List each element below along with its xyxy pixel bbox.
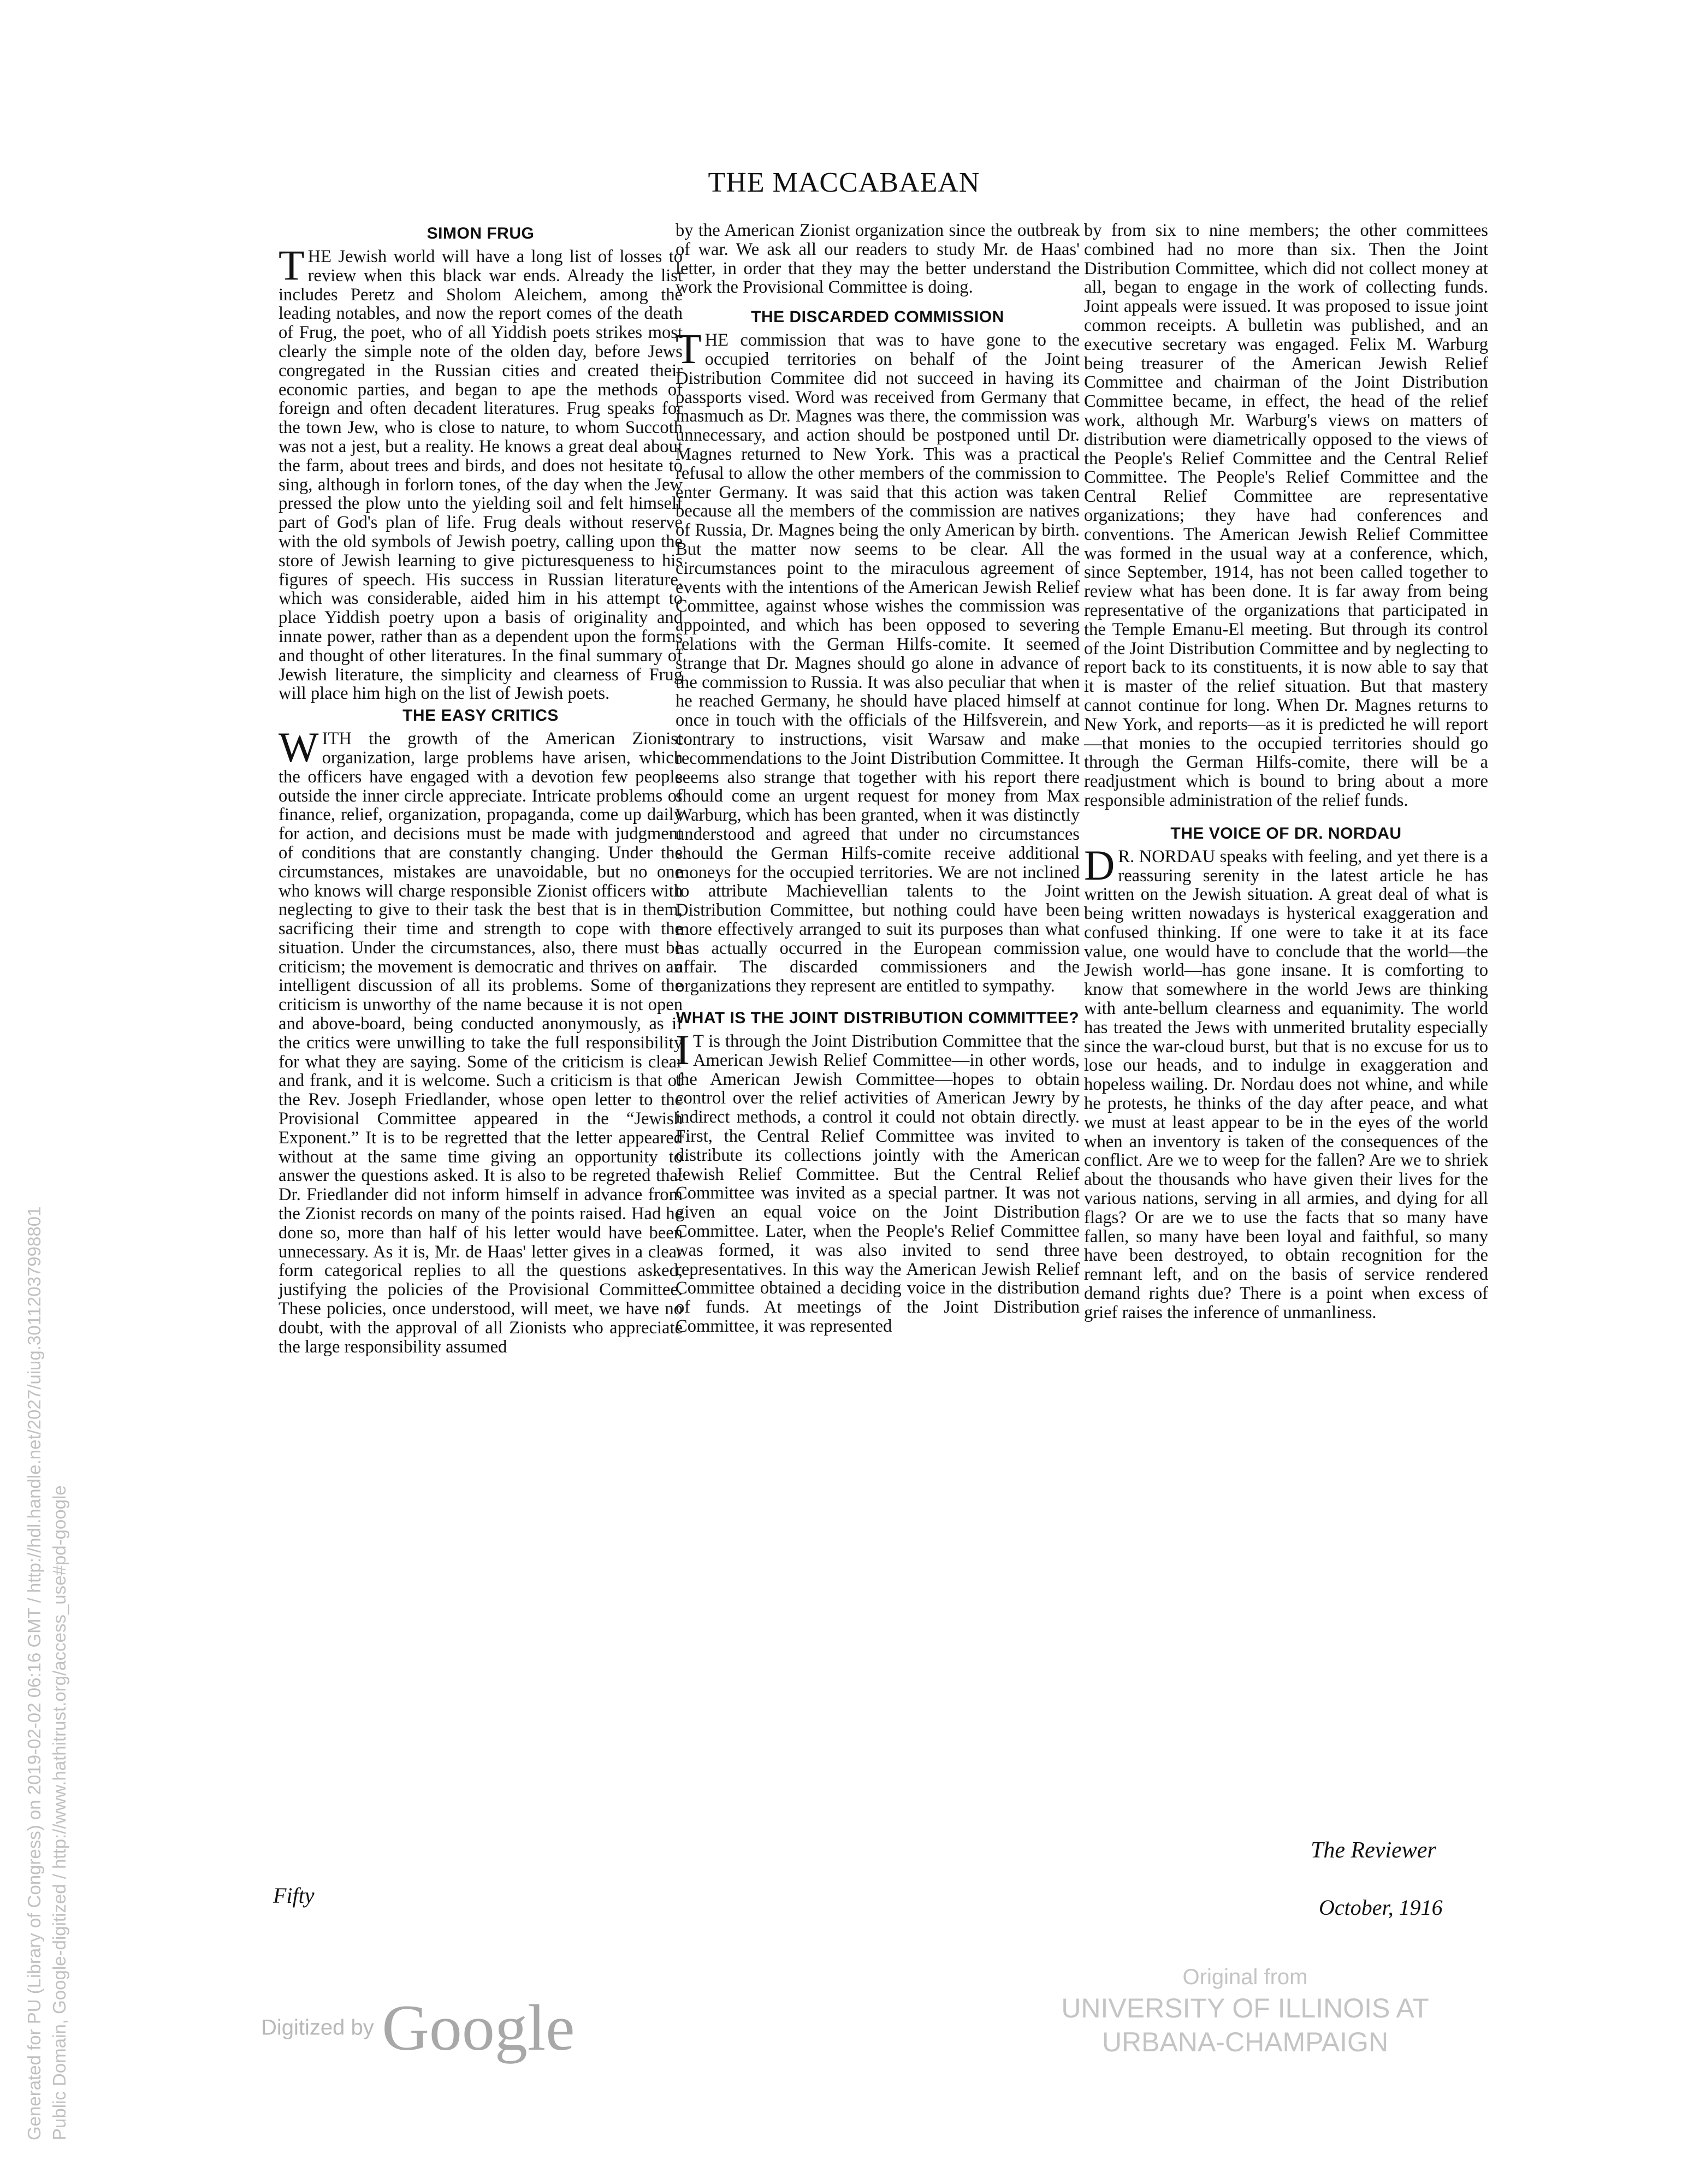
section-heading: THE VOICE OF DR. NORDAU [1170,824,1402,842]
paragraph-text: HE commission that was to have gone to the occupied territories on behalf of the Joint Distribution Commitee did not succeed in having its passports vised. Word was received from Germany that inasmuch as Dr. Magnes was there, the commission was unnecessary, and action should be postponed until Dr. Magnes returned to New York. This was a practical refusal to allow the other members of the commission to enter Germany. It was said that this action was taken because all the members of the commission are natives of Russia, Dr. Magnes being the only American by birth. But the matter now seems to be clear. All the circumstances point to the miraculous agreement of events with the intentions of the American Jewish Relief Committee, against whose wishes the commission was appointed, and which has been opposed to severing relations with the German Hilfs-comite. It seemed strange that Dr. Magnes should go alone in advance of the commission to Russia. It was also peculiar that when he reached Germany, he should have placed himself at once in touch with the officials of the Hilfsverein, and contrary to instructions, visit Warsaw and make recommendations to the Joint Distribution Committee. It seems also strange that together with his report there should come an urgent request for money from Max Warburg, which has been granted, when it was distinctly understood and agreed that under no circumstances should the German Hilfs-comite receive additional moneys for the occupied territories. We are not inclined to attribute Machievellian talents to the Joint Distribution Committee, but nothing could have been more effectively arranged to suit its purposes than what has actually occurred in the European commission affair. The discarded commissioners and the organizations they represent are entitled to sympathy. [676,330,1080,996]
author-signature: The Reviewer [1311,1838,1436,1863]
drop-cap: W [279,723,319,771]
column-2 [676,221,1080,1336]
paragraph-text: T is through the Joint Distribution Committee that the American Jewish Relief Committee—in other words, the American Jewish Committee—hopes to obtain control over the relief activities of American Jewry by indirect methods, a control it could not obtain directly. First, the Central Relief Committee was invited to distribute its collections jointly with the American Jewish Relief Committee. But the Central Relief Committee was invited as a special partner. It was not given an equal voice on the Joint Distribution Committee. Later, when the People's Relief Committee was formed, it was also invited to send three representatives. In this way the American Jewish Relief Committee obtained a deciding voice in the distribution of funds. At meetings of the Joint Distribution Committee, it was represented [676,1031,1080,1337]
column-1 [279,221,683,1356]
drop-cap: T [279,241,305,289]
drop-cap: T [676,325,702,373]
column-3 [1084,221,1488,1322]
drop-cap: I [676,1026,690,1074]
article-paragraph: by the American Zionist organization since the outbreak of war. We ask all our readers to study Mr. de Haas' letter, in order that they may the better understand the work the Provisional Committee is doing. [676,221,1080,298]
google-logo: Google [382,1991,575,2064]
running-head: THE MACCABAEAN [708,167,980,198]
institution-line-2: URBANA-CHAMPAIGN [1101,2027,1389,2057]
side-watermark [22,1207,72,2140]
digitized-by-watermark [261,1990,574,2066]
section-heading: SIMON FRUG [427,224,535,242]
original-from-watermark [1049,1963,1442,2059]
paragraph-text: R. NORDAU speaks with feeling, and yet there is a reassuring serenity in the latest article he has written on the Jewish situation. A great deal of what is being written nowadays is hysterical exaggeration and confused thinking. If one were to take it at its face value, one would have to conclude that the world—the Jewish world—has gone insane. It is comforting to know that somewhere in the world Jews are thinking with ante-bellum clearness and equanimity. The world has treated the Jews with unmerited brutality especially since the war-cloud burst, but that is no excuse for us to lose our heads, and to indulge in exaggeration and hopeless wailing. Dr. Nordau does not whine, and while he protests, he thinks of the day after peace, and what we must at least appear to be in the eyes of the world when an inventory is taken of the consequences of the conflict. Are we to weep for the fallen? Are we to shriek about the thousands who have given their lives for the various nations, serving in all armies, and dying for all flags? Or are we to use the facts that so many have fallen, so many have been loyal and faithful, so many have been destroyed, to obtain recognition for the remnant left, and on the basis of service rendered demand rights due? There is a point when excess of grief raises the inference of unmanliness. [1084,846,1488,1322]
article-paragraph: by from six to nine members; the other committees combined had no more than six. Then the Joint Distribution Committee, which did not collect money at all, began to engage in the work of collecting funds. Joint appeals were issued. It was proposed to issue joint common receipts. A bulletin was published, and an executive secretary was engaged. Felix M. Warburg being treasurer of the American Jewish Relief Committee and chairman of the Joint Distribution Committee became, in effect, the head of the relief work, although Mr. Warburg's views on matters of distribution were diametrically opposed to the views of the People's Relief Committee and the Central Relief Committee. The People's Relief Committee and the Central Relief Committee are representative organizations; they have had conferences and conventions. The American Jewish Relief Committee was formed in the usual way at a conference, which, since September, 1914, has not been called together to review what has been done. It is far away from being representative of the organizations that participated in the Temple Emanu-El meeting. But through its control of the Joint Distribution Committee and by neglecting to report back to its constituents, it is now able to say that it is master of the relief situation. But that mastery cannot continue for long. When Dr. Magnes returns to New York, and reports—as it is predicted he will report—that monies to the occupied territories should go through the German Hilfs-comite, there will be a readjustment which is bound to bring about a more responsible administration of the relief funds. [1084,221,1488,810]
section-heading: THE EASY CRITICS [402,707,559,725]
drop-cap: D [1084,841,1115,889]
article-paragraph [1084,841,1488,1322]
page-number: Fifty [273,1883,315,1908]
article-paragraph [279,241,683,704]
side-watermark-line-2: Public Domain, Google-digitized / http://www.hathitrust.org/access_use#pd-google [49,1485,69,2140]
issue-date: October, 1916 [1319,1895,1443,1920]
institution-line-1: UNIVERSITY OF ILLINOIS AT [1061,1993,1429,2023]
paragraph-text: HE Jewish world will have a long list of losses to review when this black war ends. Already the list includes Peretz and Sholom Aleichem, among the leading notables, and now the report comes of the death of Frug, the poet, who of all Yiddish poets strikes most clearly the simple note of the olden day, before Jews congregated in the Russian cities and created their economic parties, and began to ape the methods of foreign and often decadent literatures. Frug speaks for the town Jew, who is close to nature, to whom Succoth was not a jest, but a reality. He knows a great deal about the farm, about trees and birds, and does not hesitate to sing, although in forlorn tones, of the day when the Jew pressed the plow unto the yielding soil and felt himself part of God's plan of life. Frug deals without reserve with the old symbols of Jewish poetry, calling upon the store of Jewish learning to give picturesqueness to his figures of speech. His success in Russian literature, which was considerable, aided him in his attempt to place Yiddish poetry upon a basis of originality and innate power, rather than as a dependent upon the forms and thought of other literatures. In the final summary of Jewish literature, the simplicity and clearness of Frug will place him high on the list of Jewish poets. [279,247,683,704]
article-paragraph [676,325,1080,996]
digitized-by-label: Digitized by [261,2015,374,2040]
paragraph-text: ITH the growth of the American Zionist organization, large problems have arisen, which the officers have engaged with a devotion few people outside the inner circle appreciate. Intricate problems of finance, relief, organization, propaganda, come up daily for action, and decisions must be made with judgment of conditions that are constantly changing. Under the circumstances, mistakes are unavoidable, but no one who knows will charge responsible Zionist officers with neglecting to give to their task the best that is in them, sacrificing their time and strength to cope with the situation. Under the circumstances, also, there must be criticism; the movement is democratic and thrives on an intelligent discussion of all its problems. Some of the criticism is unworthy of the name because it is not open and above-board, being conducted anonymously, as if the critics were unwilling to take the full responsibility for what they are saying. Some of the criticism is clear and frank, and it is welcome. Such a criticism is that of the Rev. Joseph Friedlander, whose open letter to the Provisional Committee appeared in the “Jewish Exponent.” It is to be regretted that the letter appeared without at the same time giving an opportunity to answer the questions asked. It is also to be regreted that Dr. Friedlander did not inform himself in advance from the Zionist records on many of the points raised. Had he done so, more than half of his letter would have been unnecessary. As it is, Mr. de Haas' letter gives in a clear form categorical replies to all the questions asked, justifying the policies of the Provisional Committee. These policies, once understood, will meet, we have no doubt, with the approval of all Zionists who appreciate the large responsibility assumed [279,729,683,1357]
article-paragraph [279,723,683,1357]
section-heading: THE DISCARDED COMMISSION [751,308,1004,327]
original-from-label: Original from [1182,1965,1308,1989]
side-watermark-line-1: Generated for PU (Library of Congress) on 2019-02-02 06:16 GMT / http://hdl.handle.net/2027/uiug.30112037998801 [24,1206,44,2140]
article-paragraph [676,1026,1080,1337]
section-heading: WHAT IS THE JOINT DISTRIBUTION COMMITTEE? [676,1009,1080,1028]
